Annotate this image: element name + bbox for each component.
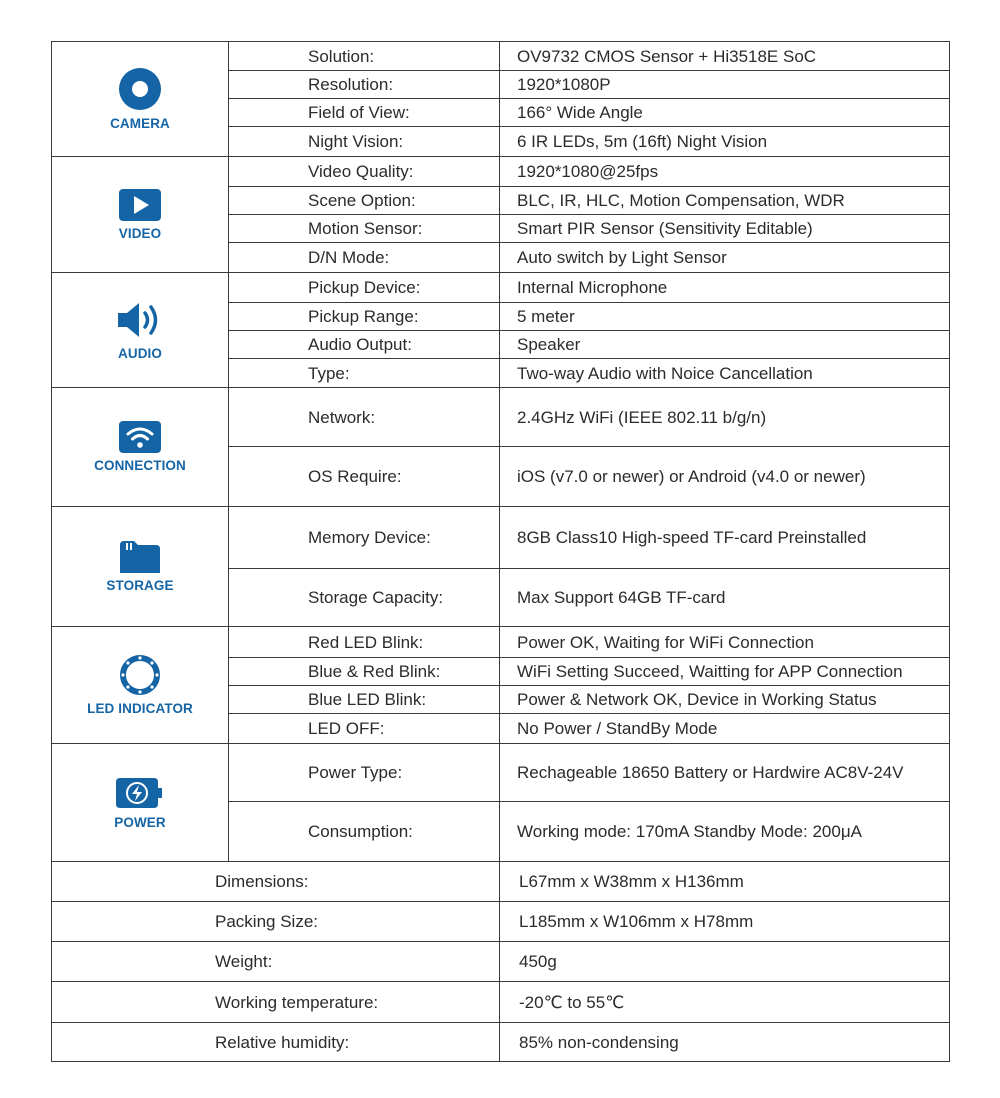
spec-label: Motion Sensor:: [229, 215, 500, 243]
spec-label: Storage Capacity:: [229, 569, 500, 627]
speaker-icon: [115, 299, 165, 341]
spec-value: Power & Network OK, Device in Working Status: [500, 686, 950, 714]
category-title: LED INDICATOR: [87, 701, 193, 717]
category-title: CAMERA: [110, 116, 170, 132]
wifi-icon: [119, 421, 161, 453]
spec-label: Night Vision:: [229, 127, 500, 157]
spec-label: Memory Device:: [229, 507, 500, 569]
category-title: CONNECTION: [94, 458, 186, 474]
category-storage: [52, 507, 229, 627]
spec-label: Type:: [229, 359, 500, 388]
spec-label: Field of View:: [229, 99, 500, 127]
spec-label: Network:: [229, 388, 500, 447]
general-label: Dimensions:: [52, 862, 500, 902]
spec-value: 2.4GHz WiFi (IEEE 802.11 b/g/n): [500, 388, 950, 447]
spec-value: WiFi Setting Succeed, Waitting for APP Connection: [500, 658, 950, 686]
spec-value: Auto switch by Light Sensor: [500, 243, 950, 273]
spec-value: Speaker: [500, 331, 950, 359]
spec-label: Red LED Blink:: [229, 627, 500, 658]
general-label: Working temperature:: [52, 982, 500, 1023]
spec-row: [52, 744, 950, 802]
spec-value: Two-way Audio with Noice Cancellation: [500, 359, 950, 388]
spec-row: [52, 157, 950, 187]
spec-table: [51, 41, 950, 1062]
category-camera: [52, 42, 229, 157]
general-row: [52, 902, 950, 942]
category-title: STORAGE: [106, 577, 174, 593]
spec-label: Solution:: [229, 42, 500, 71]
spec-label: Pickup Range:: [229, 303, 500, 331]
spec-label: Blue LED Blink:: [229, 686, 500, 714]
spec-label: Consumption:: [229, 802, 500, 862]
category-title: POWER: [114, 814, 166, 830]
battery-charge-icon: [116, 776, 164, 810]
spec-label: Audio Output:: [229, 331, 500, 359]
spec-value: Working mode: 170mA Standby Mode: 200μA: [500, 802, 950, 862]
spec-value: iOS (v7.0 or newer) or Android (v4.0 or newer): [500, 447, 950, 507]
spec-label: LED OFF:: [229, 714, 500, 744]
spec-value: 6 IR LEDs, 5m (16ft) Night Vision: [500, 127, 950, 157]
spec-value: OV9732 CMOS Sensor + Hi3518E SoC: [500, 42, 950, 71]
spec-value: Smart PIR Sensor (Sensitivity Editable): [500, 215, 950, 243]
video-play-icon: [119, 189, 161, 221]
general-label: Relative humidity:: [52, 1023, 500, 1062]
general-value: -20℃ to 55℃: [500, 982, 950, 1023]
category-led-indicator: [52, 627, 229, 744]
spec-value: Internal Microphone: [500, 273, 950, 303]
general-row: [52, 982, 950, 1023]
spec-value: 8GB Class10 High-speed TF-card Preinstalled: [500, 507, 950, 569]
category-power: [52, 744, 229, 862]
sd-card-icon: [120, 541, 160, 573]
spec-row: [52, 42, 950, 71]
general-row: [52, 862, 950, 902]
spec-label: Blue & Red Blink:: [229, 658, 500, 686]
spec-value: Rechageable 18650 Battery or Hardwire AC8V-24V: [500, 744, 950, 802]
spec-row: [52, 273, 950, 303]
general-row: [52, 942, 950, 982]
category-audio: [52, 273, 229, 388]
category-title: VIDEO: [118, 225, 162, 241]
spec-value: 1920*1080@25fps: [500, 157, 950, 187]
spec-value: 5 meter: [500, 303, 950, 331]
spec-value: Max Support 64GB TF-card: [500, 569, 950, 627]
spec-label: Scene Option:: [229, 187, 500, 215]
general-label: Weight:: [52, 942, 500, 982]
spec-label: Video Quality:: [229, 157, 500, 187]
category-title: AUDIO: [118, 346, 162, 362]
camera-icon: [118, 67, 162, 111]
spec-label: Power Type:: [229, 744, 500, 802]
general-value: L67mm x W38mm x H136mm: [500, 862, 950, 902]
spec-value: No Power / StandBy Mode: [500, 714, 950, 744]
spec-label: D/N Mode:: [229, 243, 500, 273]
spec-row: [52, 388, 950, 447]
spec-value: Power OK, Waiting for WiFi Connection: [500, 627, 950, 658]
category-video: [52, 157, 229, 273]
spec-row: [52, 627, 950, 658]
general-value: 85% non-condensing: [500, 1023, 950, 1062]
spec-value: 1920*1080P: [500, 71, 950, 99]
spec-label: Resolution:: [229, 71, 500, 99]
general-row: [52, 1023, 950, 1062]
general-value: L185mm x W106mm x H78mm: [500, 902, 950, 942]
general-value: 450g: [500, 942, 950, 982]
spec-row: [52, 507, 950, 569]
spec-value: 166° Wide Angle: [500, 99, 950, 127]
general-label: Packing Size:: [52, 902, 500, 942]
spec-label: Pickup Device:: [229, 273, 500, 303]
spec-value: BLC, IR, HLC, Motion Compensation, WDR: [500, 187, 950, 215]
led-ring-icon: [119, 654, 161, 696]
spec-label: OS Require:: [229, 447, 500, 507]
category-connection: [52, 388, 229, 507]
